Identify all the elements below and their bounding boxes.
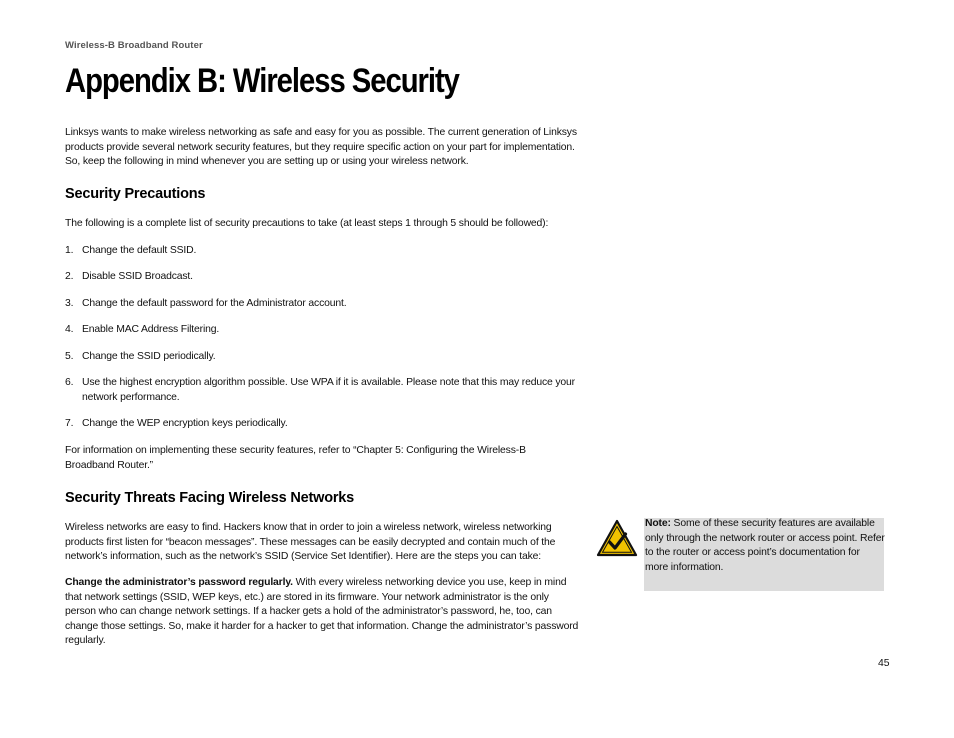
checkmark-warning-icon (596, 519, 638, 557)
heading-security-threats: Security Threats Facing Wireless Networks (65, 490, 355, 506)
list-item-text: Change the default SSID. (82, 245, 197, 256)
list-item-text: Use the highest encryption algorithm possible. Use WPA if it is available. Please note that this may reduce your network performance. (82, 377, 575, 403)
list-item-number: 5. (65, 351, 74, 362)
list-item (65, 297, 580, 312)
list-item-number: 2. (65, 271, 74, 282)
page-title: Appendix B: Wireless Security (65, 62, 459, 100)
list-item (65, 323, 580, 338)
page-number: 45 (878, 658, 890, 669)
list-item-number: 4. (65, 324, 74, 335)
list-item (65, 270, 580, 285)
list-item (65, 417, 580, 432)
precautions-reference: For information on implementing these security features, refer to “Chapter 5: Configuring the Wireless-B Broadband Router.” (65, 445, 526, 471)
running-header: Wireless-B Broadband Router (65, 40, 203, 51)
note-body: Some of these security features are available only through the network router or access point. Refer to the router or access point’s documentation for more information. (645, 518, 885, 573)
precautions-lead: The following is a complete list of security precautions to take (at least steps 1 through 5 should be followed): (65, 218, 549, 229)
heading-security-precautions: Security Precautions (65, 186, 206, 202)
list-item-number: 7. (65, 418, 74, 429)
password-paragraph-body: With every wireless networking device you use, keep in mind that network settings (SSID, WEP keys, etc.) are stored in its firmware. Your network administrator is the only person who can change network settings. If a hacker gets a hold of the administrator’s password, he, too, can change those settings. So, make it harder for a hacker to get that information. Change the administrator’s password regularly. (65, 577, 579, 647)
list-item (65, 350, 580, 365)
password-paragraph (65, 576, 580, 649)
list-item-number: 3. (65, 298, 74, 309)
threats-paragraph: Wireless networks are easy to find. Hackers know that in order to join a wireless network, wireless networking products first listen for “beacon messages”. These messages can be easily decrypted and contain much of the network’s information, such as the network’s SSID (Service Set Identifier). Here are the steps you can take: (65, 522, 556, 563)
note-text (645, 517, 885, 575)
list-item (65, 244, 580, 259)
list-item-text: Enable MAC Address Filtering. (82, 324, 220, 335)
list-item-text: Change the SSID periodically. (82, 351, 216, 362)
note-label: Note: (645, 518, 671, 529)
list-item-number: 1. (65, 245, 74, 256)
list-item-text: Disable SSID Broadcast. (82, 271, 193, 282)
password-paragraph-lead: Change the administrator’s password regularly. (65, 577, 293, 588)
list-item-number: 6. (65, 377, 74, 388)
list-item (65, 376, 580, 405)
list-item-text: Change the default password for the Administrator account. (82, 298, 347, 309)
intro-paragraph: Linksys wants to make wireless networking as safe and easy for you as possible. The current generation of Linksys products provide several network security features, but they require specific action on your part for implementation. So, keep the following in mind whenever you are setting up or using your wireless network. (65, 127, 577, 168)
list-item-text: Change the WEP encryption keys periodically. (82, 418, 288, 429)
